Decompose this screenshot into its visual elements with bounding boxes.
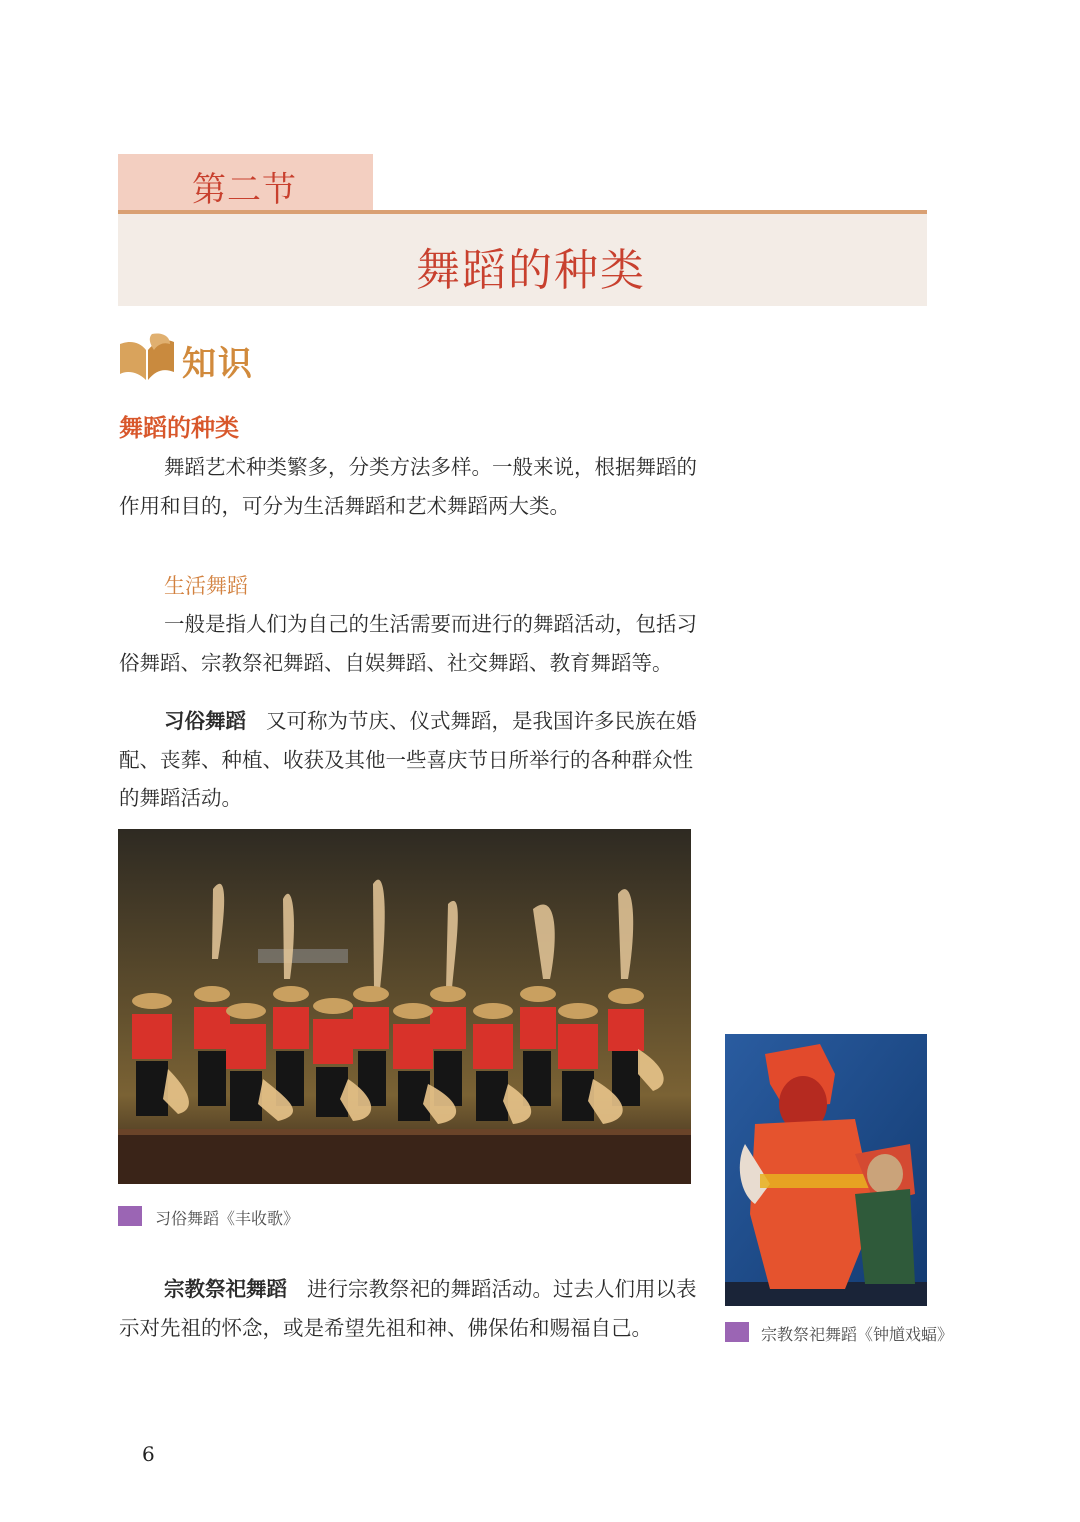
caption-marker [118, 1206, 142, 1226]
section-number: 第二节 [192, 170, 297, 210]
custom-dance-text: 又可称为节庆、仪式舞蹈，是我国许多民族在婚配、丧葬、种植、收获及其他一些喜庆节日所举行的各种群众性的舞蹈活动。 [119, 709, 697, 810]
religious-dance-text: 进行宗教祭祀的舞蹈活动。过去人们用以表示对先祖的怀念，或是希望先祖和神、佛保佑和赐福自己。 [119, 1277, 697, 1340]
harvest-caption: 习俗舞蹈《丰收歌》 [155, 1209, 300, 1228]
harvest-dance-photo [118, 829, 691, 1184]
knowledge-label: 知识 [182, 344, 254, 384]
religious-dance-term: 宗教祭祀舞蹈 [164, 1277, 287, 1301]
page-number: 6 [142, 1442, 155, 1466]
custom-dance-paragraph [119, 702, 703, 818]
caption-marker [725, 1322, 749, 1342]
section-title: 舞蹈的种类 [416, 245, 646, 296]
religious-dance-paragraph [119, 1270, 703, 1347]
section-title-box [118, 214, 927, 306]
life-dance-paragraph: 一般是指人们为自己的生活需要而进行的舞蹈活动，包括习俗舞蹈、宗教祭祀舞蹈、自娱舞蹈、社交舞蹈、教育舞蹈等。 [119, 612, 697, 675]
content-heading: 舞蹈的种类 [119, 414, 239, 442]
subheading-life-dance: 生活舞蹈 [164, 574, 248, 598]
intro-paragraph: 舞蹈艺术种类繁多，分类方法多样。一般来说，根据舞蹈的作用和目的，可分为生活舞蹈和艺术舞蹈两大类。 [119, 455, 697, 518]
book-leaf-icon [118, 330, 176, 382]
custom-dance-term: 习俗舞蹈 [164, 709, 246, 733]
opera-caption: 宗教祭祀舞蹈《钟馗戏蝠》 [761, 1325, 954, 1344]
opera-dance-photo [725, 1034, 927, 1306]
section-number-tab [118, 154, 373, 212]
